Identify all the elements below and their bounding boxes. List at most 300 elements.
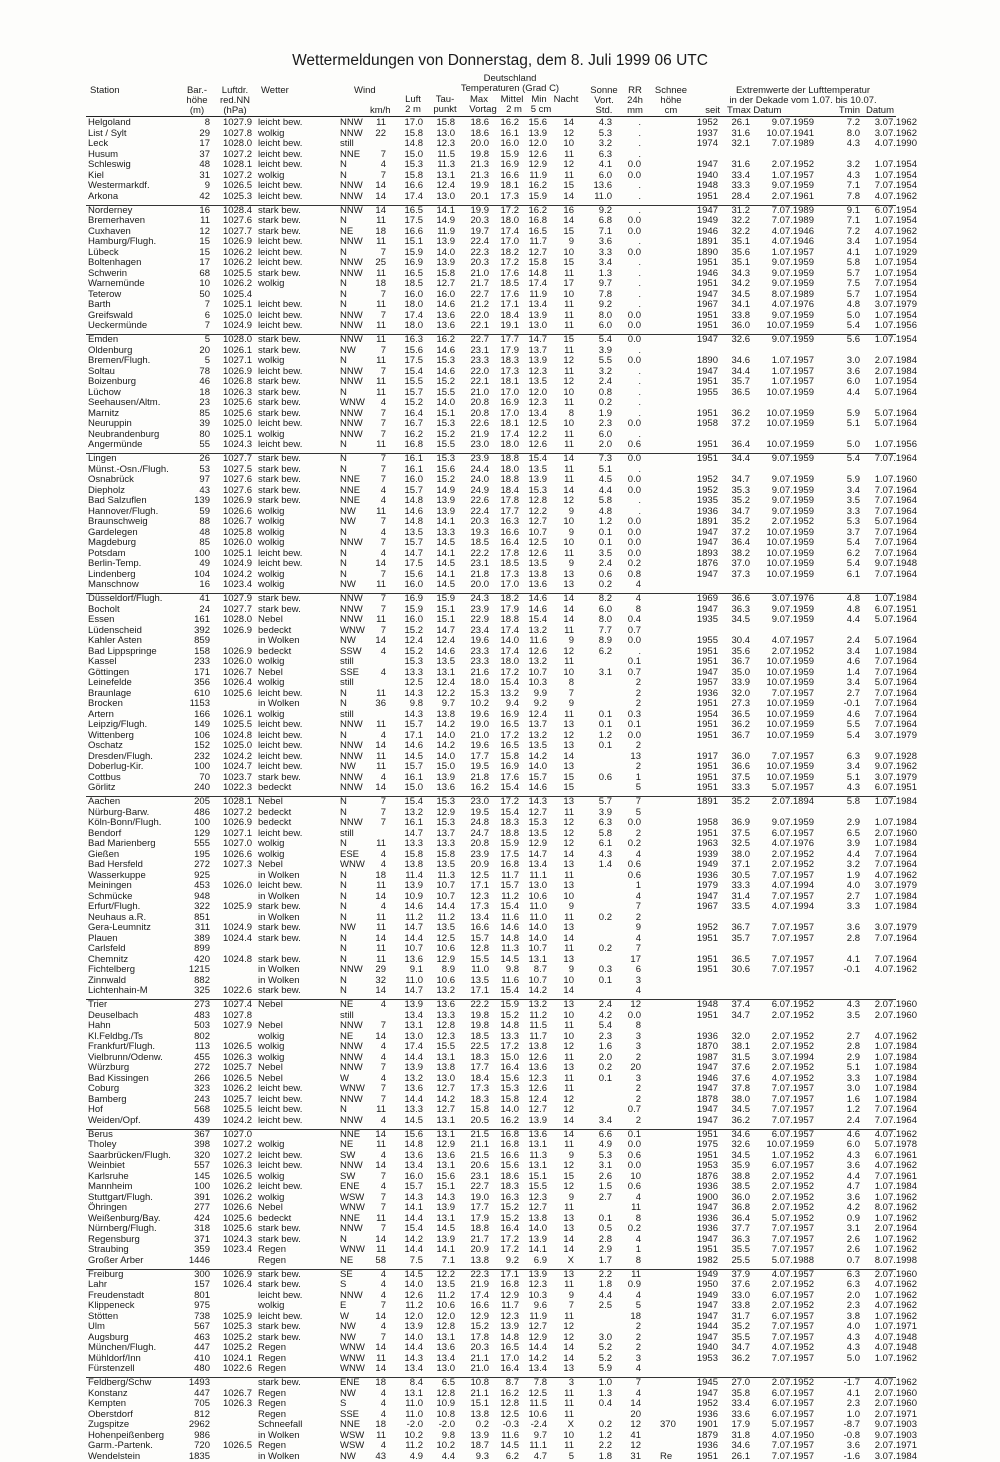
- cell-tmax-datum: 7.07.1957: [772, 1452, 814, 1462]
- cell-tmin-datum: 7.07.1961: [875, 1172, 917, 1183]
- cell-station: Lichtenhain-M: [88, 986, 148, 997]
- cell-luftdruck: 1026.0: [223, 538, 252, 549]
- cell-seit: 1940: [697, 171, 718, 182]
- table-row: [0, 1116, 1000, 1127]
- cell-tmax: 35.2: [732, 1322, 751, 1333]
- table-row: [0, 636, 1000, 647]
- cell-tmax: 36.7: [732, 657, 751, 668]
- cell-wind-richtung: NNW: [340, 538, 363, 549]
- cell-wind-speed: 7: [381, 290, 386, 301]
- cell-wetter: Regen: [258, 1245, 286, 1256]
- cell-luft-2m: 13.0: [405, 1032, 424, 1043]
- cell-tmin-datum: 3.07.1979: [875, 300, 917, 311]
- cell-mittel-2m: 14.0: [501, 636, 520, 647]
- cell-wetter: Nebel: [258, 1021, 283, 1032]
- cell-rr-24h: 12: [630, 1420, 641, 1431]
- cell-luftdruck: 1024.9: [223, 321, 252, 332]
- cell-taupunkt: 13.6: [437, 1000, 456, 1011]
- cell-rr-24h: 7: [636, 797, 641, 808]
- cell-wind-richtung: N: [340, 216, 347, 227]
- cell-seit: 1951: [697, 279, 718, 290]
- cell-bar-hoehe: 7: [205, 321, 210, 332]
- cell-wind-speed: 11: [376, 615, 386, 626]
- cell-mittel-2m: 16.8: [501, 1280, 520, 1291]
- header-schnee-3: cm: [650, 106, 692, 117]
- cell-tmin: 5.4: [847, 559, 860, 570]
- cell-rr-24h: 0.0: [628, 335, 641, 346]
- cell-tmax-datum: 2.07.1952: [772, 1011, 814, 1022]
- cell-max-vortag: 20.8: [471, 839, 490, 850]
- cell-luft-2m: 15.7: [405, 762, 424, 773]
- cell-tmin: 6.1: [847, 570, 860, 581]
- cell-tmin-datum: 6.07.1961: [875, 1151, 917, 1162]
- cell-tmin: 2.9: [847, 1053, 860, 1064]
- cell-tmax-datum: 8.07.1989: [772, 290, 814, 301]
- cell-tmin: 5.4: [847, 731, 860, 742]
- cell-min-5cm: 13.1: [529, 1140, 548, 1151]
- cell-wind-richtung: NNW: [340, 430, 363, 441]
- cell-min-5cm: 12.7: [529, 808, 548, 819]
- cell-tmax-datum: 10.07.1959: [766, 657, 814, 668]
- cell-station: Lübeck: [88, 248, 119, 259]
- cell-rr-24h: .: [638, 279, 641, 290]
- cell-nacht: 12: [563, 160, 574, 171]
- cell-luftdruck: 1027.9: [223, 1021, 252, 1032]
- cell-tmax: 34.4: [732, 454, 751, 465]
- cell-tmax-datum: 2.07.1952: [772, 1032, 814, 1043]
- cell-wind-richtung: N: [340, 839, 347, 850]
- cell-tmax: 34.1: [732, 300, 751, 311]
- table-row: [0, 678, 1000, 689]
- cell-tmin: 4.0: [847, 881, 860, 892]
- cell-mittel-2m: 18.0: [501, 465, 520, 476]
- cell-station: Würzburg: [88, 1063, 129, 1074]
- cell-wind-speed: 14: [375, 1235, 386, 1246]
- cell-tmax: 37.9: [732, 1270, 751, 1281]
- cell-luft-2m: 10.2: [405, 1431, 424, 1442]
- cell-wetter: wolkig: [258, 279, 284, 290]
- cell-wind-speed: 7: [381, 1172, 386, 1183]
- cell-rr-24h: 0.6: [628, 1151, 641, 1162]
- cell-max-vortag: 20.0: [471, 139, 490, 150]
- cell-taupunkt: 13.1: [437, 1053, 456, 1064]
- cell-sonne: 2.0: [599, 1053, 612, 1064]
- cell-wetter: wolkig: [258, 1301, 284, 1312]
- cell-wind-speed: 7: [381, 454, 386, 465]
- cell-min-5cm: 12.5: [529, 1389, 548, 1400]
- cell-wind-richtung: NE: [340, 1032, 353, 1043]
- table-row: [0, 818, 1000, 829]
- cell-wetter: Schneefall: [258, 1420, 302, 1431]
- cell-wind-richtung: NNE: [340, 1214, 360, 1225]
- cell-min-5cm: 11.9: [529, 171, 547, 182]
- cell-max-vortag: 16.6: [471, 1301, 490, 1312]
- cell-sonne: 1.5: [599, 1182, 612, 1193]
- cell-nacht: 14: [563, 752, 574, 763]
- cell-tmin-datum: 7.07.1964: [875, 699, 917, 710]
- cell-tmax: 34.7: [732, 475, 751, 486]
- cell-wind-speed: 7: [381, 465, 386, 476]
- cell-rr-24h: 0.0: [628, 818, 641, 829]
- cell-wind-richtung: WNW: [340, 1364, 365, 1375]
- cell-sonne: 9.7: [599, 279, 612, 290]
- cell-wind-speed: 4: [381, 850, 386, 861]
- cell-tmin-datum: 9.07.1903: [875, 1431, 917, 1442]
- cell-tmax-datum: 9.07.1959: [772, 615, 814, 626]
- cell-luftdruck: 1026.6: [223, 850, 252, 861]
- cell-sonne: 1.6: [599, 1042, 612, 1053]
- cell-tmax-datum: 4.07.1976: [772, 300, 814, 311]
- cell-tmax-datum: 3.07.1976: [772, 594, 814, 605]
- cell-taupunkt: 14.6: [437, 367, 456, 378]
- cell-mittel-2m: 16.3: [501, 1193, 520, 1204]
- cell-tmin-datum: 7.07.1954: [875, 181, 917, 192]
- header-deutschland: Deutschland: [440, 74, 580, 85]
- cell-tmin: 1.0: [847, 1410, 860, 1421]
- cell-wind-speed: 7: [381, 538, 386, 549]
- table-row: [0, 902, 1000, 913]
- cell-nacht: 11: [564, 1074, 574, 1085]
- cell-tmax-datum: 7.07.1957: [772, 1116, 814, 1127]
- cell-tmax-datum: 7.07.1957: [772, 1224, 814, 1235]
- cell-nacht: 12: [563, 1182, 574, 1193]
- cell-station: Barth: [88, 300, 111, 311]
- cell-luft-2m: 16.9: [405, 258, 424, 269]
- cell-wind-speed: 14: [375, 636, 386, 647]
- cell-max-vortag: 15.2: [471, 1322, 490, 1333]
- cell-seit: 1951: [697, 762, 718, 773]
- cell-seit: 1979: [697, 881, 718, 892]
- cell-max-vortag: 24.7: [471, 829, 490, 840]
- cell-rr-24h: 8: [636, 605, 641, 616]
- cell-sonne: 7.8: [599, 290, 612, 301]
- cell-max-vortag: 19.3: [471, 528, 490, 539]
- cell-luft-2m: 15.7: [405, 388, 424, 399]
- cell-tmin: 7.2: [847, 227, 860, 238]
- cell-wetter: leicht bew.: [258, 181, 302, 192]
- cell-tmin: 3.5: [847, 496, 860, 507]
- cell-max-vortag: 24.4: [471, 465, 490, 476]
- cell-seit: 1937: [697, 129, 718, 140]
- table-row: [0, 538, 1000, 549]
- cell-tmin: 3.1: [847, 1224, 860, 1235]
- cell-mittel-2m: 12.5: [501, 1410, 520, 1421]
- cell-max-vortag: 21.2: [471, 300, 490, 311]
- cell-tmax: 27.3: [732, 699, 751, 710]
- cell-wind-richtung: N: [340, 559, 347, 570]
- cell-rr-24h: 0.0: [628, 160, 641, 171]
- cell-nacht: 11: [564, 367, 574, 378]
- header-sonne-1: Sonne: [584, 86, 624, 97]
- cell-luft-2m: 17.0: [405, 118, 424, 129]
- cell-wind-speed: 7: [381, 1333, 386, 1344]
- cell-min-5cm: 13.2: [529, 1000, 548, 1011]
- cell-wetter: wolkig: [258, 657, 284, 668]
- cell-nacht: 12: [563, 1105, 574, 1116]
- cell-luft-2m: 13.3: [405, 1105, 424, 1116]
- cell-station: Bamberg: [88, 1095, 127, 1106]
- cell-mittel-2m: 14.0: [501, 1105, 520, 1116]
- cell-bar-hoehe: 463: [194, 1333, 210, 1344]
- cell-wind-richtung: N: [340, 465, 347, 476]
- cell-bar-hoehe: 10: [199, 279, 210, 290]
- cell-wind-richtung: NNW: [340, 377, 363, 388]
- cell-tmin: 4.3: [847, 1343, 860, 1354]
- cell-tmax-datum: 7.07.1989: [772, 206, 814, 217]
- cell-tmin: 2.3: [847, 1399, 860, 1410]
- cell-wetter: stark bew.: [258, 1270, 301, 1281]
- cell-wetter: stark bew.: [258, 377, 301, 388]
- cell-tmin-datum: 1.07.1984: [875, 1053, 917, 1064]
- cell-min-5cm: 14.4: [529, 1343, 548, 1354]
- cell-bar-hoehe: 948: [194, 892, 210, 903]
- cell-seit: 1951: [697, 720, 718, 731]
- cell-seit: 1891: [697, 517, 718, 528]
- cell-mittel-2m: 17.3: [501, 192, 520, 203]
- cell-min-5cm: 12.7: [529, 1105, 548, 1116]
- cell-nacht: 11: [564, 430, 574, 441]
- cell-rr-24h: 2: [636, 762, 641, 773]
- cell-taupunkt: 15.3: [437, 419, 456, 430]
- cell-max-vortag: 22.0: [471, 367, 490, 378]
- cell-rr-24h: 0.0: [628, 171, 641, 182]
- cell-luftdruck: 1027.8: [223, 1011, 252, 1022]
- cell-tmax: 30.4: [732, 636, 751, 647]
- cell-sonne: 2.2: [599, 1270, 612, 1281]
- cell-tmax-datum: 6.07.1952: [772, 1000, 814, 1011]
- cell-min-5cm: 17.4: [529, 279, 548, 290]
- cell-taupunkt: 15.2: [437, 430, 456, 441]
- cell-tmax-datum: 7.07.1957: [772, 871, 814, 882]
- cell-mittel-2m: 17.0: [501, 237, 520, 248]
- cell-min-5cm: 9.7: [534, 1431, 547, 1442]
- cell-bar-hoehe: 389: [194, 934, 210, 945]
- cell-taupunkt: 15.3: [437, 356, 456, 367]
- cell-wetter: bedeckt: [258, 808, 291, 819]
- cell-bar-hoehe: 106: [194, 731, 210, 742]
- cell-wind-richtung: SE: [340, 1270, 353, 1281]
- cell-wind-speed: 4: [381, 486, 386, 497]
- cell-seit: 1890: [697, 248, 718, 259]
- cell-bar-hoehe: 49: [199, 559, 210, 570]
- cell-seit: 1951: [697, 955, 718, 966]
- cell-wetter: leicht bew.: [258, 881, 302, 892]
- cell-luftdruck: 1026.9: [223, 237, 252, 248]
- cell-max-vortag: 21.0: [471, 1364, 490, 1375]
- cell-tmax: 36.4: [732, 538, 751, 549]
- cell-nacht: 7: [569, 1301, 574, 1312]
- cell-mittel-2m: 15.4: [501, 902, 520, 913]
- cell-tmax-datum: 7.07.1957: [772, 923, 814, 934]
- cell-luft-2m: 13.9: [405, 881, 424, 892]
- cell-luftdruck: 1026.8: [223, 377, 252, 388]
- cell-bar-hoehe: 859: [194, 636, 210, 647]
- cell-tmax: 36.3: [732, 1235, 751, 1246]
- cell-wind-richtung: SSE: [340, 1410, 359, 1421]
- cell-sonne: 1.3: [599, 1389, 612, 1400]
- cell-luft-2m: 15.8: [405, 171, 424, 182]
- table-row: [0, 944, 1000, 955]
- cell-tmax: 35.7: [732, 934, 751, 945]
- cell-wind-speed: 4: [381, 1410, 386, 1421]
- cell-bar-hoehe: 104: [194, 570, 210, 581]
- cell-tmin-datum: 1.07.1984: [875, 818, 917, 829]
- header-rr-1: RR: [620, 86, 650, 97]
- cell-wind-richtung: NNW: [340, 783, 363, 794]
- cell-mittel-2m: 15.8: [501, 752, 520, 763]
- cell-luftdruck: 1027.9: [223, 118, 252, 129]
- cell-wind-richtung: WNW: [340, 398, 365, 409]
- cell-tmin-datum: 1.07.1954: [875, 290, 917, 301]
- cell-wetter: stark bew.: [258, 955, 301, 966]
- cell-luftdruck: 1026.2: [223, 279, 252, 290]
- cell-nacht: 10: [563, 892, 574, 903]
- cell-luft-2m: 16.2: [405, 430, 424, 441]
- cell-tmin: 6.3: [847, 1270, 860, 1281]
- cell-seit: 1974: [697, 139, 718, 150]
- header-luft-2: 2 m: [398, 105, 428, 116]
- cell-sonne: 4.1: [599, 160, 612, 171]
- cell-station: Manschnow: [88, 580, 139, 591]
- cell-sonne: 6.8: [599, 216, 612, 227]
- cell-taupunkt: 8.9: [442, 965, 455, 976]
- cell-mittel-2m: 15.7: [501, 881, 520, 892]
- cell-wind-speed: 7: [381, 367, 386, 378]
- cell-taupunkt: 14.1: [437, 1245, 456, 1256]
- cell-max-vortag: 16.2: [471, 783, 490, 794]
- cell-nacht: 13: [563, 1270, 574, 1281]
- cell-max-vortag: 19.5: [471, 808, 490, 819]
- cell-bar-hoehe: 233: [194, 657, 210, 668]
- cell-seit: 1953: [697, 1354, 718, 1365]
- cell-nacht: 13: [563, 955, 574, 966]
- cell-tmax-datum: 6.07.1957: [772, 1399, 814, 1410]
- cell-taupunkt: 14.9: [437, 486, 456, 497]
- cell-bar-hoehe: 802: [194, 1032, 210, 1043]
- cell-tmin-datum: 5.07.1964: [875, 419, 917, 430]
- cell-tmin: 4.4: [847, 1172, 860, 1183]
- cell-tmax: 34.4: [732, 367, 751, 378]
- cell-min-5cm: 4.7: [534, 1452, 547, 1462]
- cell-sonne: 13.6: [594, 181, 613, 192]
- cell-wind-speed: 18: [375, 1378, 386, 1389]
- cell-nacht: 14: [563, 1116, 574, 1127]
- cell-wind-richtung: E: [340, 1301, 346, 1312]
- cell-tmax-datum: 2.07.1952: [772, 1172, 814, 1183]
- cell-seit: 1955: [697, 636, 718, 647]
- header-extreme-2: in der Dekade vom 1.07. bis 10.07.: [708, 96, 898, 107]
- cell-tmax: 28.4: [732, 192, 751, 203]
- cell-wind-richtung: W: [340, 1074, 349, 1085]
- cell-wetter: stark bew.: [258, 454, 301, 465]
- cell-wind-speed: 7: [381, 475, 386, 486]
- cell-sonne: 8.2: [599, 594, 612, 605]
- cell-min-5cm: 14.2: [529, 1354, 548, 1365]
- cell-taupunkt: 11.3: [437, 160, 455, 171]
- cell-tmax: 34.6: [732, 356, 751, 367]
- cell-nacht: 12: [563, 1161, 574, 1172]
- cell-luftdruck: 1026.1: [223, 346, 252, 357]
- header-tmin: Tmin: [836, 106, 860, 117]
- cell-luft-2m: 16.1: [405, 465, 424, 476]
- cell-wind-speed: 32: [375, 976, 386, 987]
- cell-wind-richtung: SSE: [340, 668, 359, 679]
- cell-luft-2m: 14.2: [405, 1235, 424, 1246]
- header-nacht: Nacht: [548, 95, 584, 106]
- cell-sonne: 1.8: [599, 1280, 612, 1291]
- cell-taupunkt: 6.5: [442, 1378, 455, 1389]
- station-table: [0, 118, 1000, 1462]
- cell-max-vortag: 21.1: [471, 1140, 490, 1151]
- cell-wind-richtung: NNW: [340, 129, 363, 140]
- cell-sonne: 1.7: [599, 1256, 612, 1267]
- cell-tmin: 4.2: [847, 1203, 860, 1214]
- cell-seit: 1893: [697, 549, 718, 560]
- cell-mittel-2m: 9.8: [506, 965, 519, 976]
- cell-mittel-2m: 18.3: [501, 818, 520, 829]
- cell-min-5cm: 16.5: [529, 227, 548, 238]
- cell-rr-24h: .: [638, 496, 641, 507]
- cell-min-5cm: 12.6: [529, 549, 548, 560]
- cell-tmin: 5.0: [847, 440, 860, 451]
- cell-station: Gardelegen: [88, 528, 138, 539]
- cell-wind-richtung: NE: [340, 1000, 353, 1011]
- cell-tmin: 4.3: [847, 171, 860, 182]
- cell-mittel-2m: 18.8: [501, 829, 520, 840]
- cell-rr-24h: 0.0: [628, 454, 641, 465]
- cell-nacht: 13: [563, 1063, 574, 1074]
- cell-max-vortag: 21.1: [471, 1389, 490, 1400]
- cell-station: Kahler Asten: [88, 636, 142, 647]
- cell-tmax-datum: 7.07.1957: [772, 1245, 814, 1256]
- cell-nacht: 11: [564, 657, 574, 668]
- cell-luftdruck: 1026.3: [223, 388, 252, 399]
- cell-rr-24h: 0.0: [628, 356, 641, 367]
- cell-tmax: 33.5: [732, 902, 751, 913]
- cell-min-5cm: 11.5: [529, 1021, 547, 1032]
- cell-luft-2m: 14.4: [405, 1245, 424, 1256]
- cell-nacht: 9: [569, 965, 574, 976]
- cell-wind-speed: 4: [381, 1053, 386, 1064]
- cell-rr-24h: 2: [636, 1053, 641, 1064]
- cell-bar-hoehe: 157: [194, 1280, 210, 1291]
- cell-tmin: 4.3: [847, 783, 860, 794]
- cell-bar-hoehe: 59: [199, 507, 210, 518]
- cell-rr-24h: 12: [630, 1441, 641, 1452]
- cell-taupunkt: 13.9: [437, 773, 456, 784]
- cell-min-5cm: 15.7: [529, 773, 548, 784]
- cell-station: Ulm: [88, 1322, 105, 1333]
- cell-taupunkt: 14.5: [437, 580, 456, 591]
- cell-min-5cm: 14.6: [529, 594, 548, 605]
- cell-rr-24h: 0.6: [628, 871, 641, 882]
- cell-wind-richtung: NNW: [340, 594, 363, 605]
- cell-seit: 1917: [697, 752, 718, 763]
- cell-luft-2m: 15.6: [405, 346, 424, 357]
- cell-max-vortag: 17.7: [471, 1063, 490, 1074]
- cell-max-vortag: 22.3: [471, 248, 490, 259]
- cell-max-vortag: 12.8: [471, 944, 490, 955]
- cell-nacht: 13: [563, 1000, 574, 1011]
- cell-bar-hoehe: 420: [194, 955, 210, 966]
- header-bar-1: Bar.-: [180, 86, 214, 97]
- cell-bar-hoehe: 311: [195, 923, 210, 934]
- table-row: [0, 300, 1000, 311]
- cell-nacht: 14: [563, 934, 574, 945]
- cell-station: Leck: [88, 139, 108, 150]
- cell-wind-speed: 14: [375, 1032, 386, 1043]
- cell-bar-hoehe: 410: [194, 1354, 210, 1365]
